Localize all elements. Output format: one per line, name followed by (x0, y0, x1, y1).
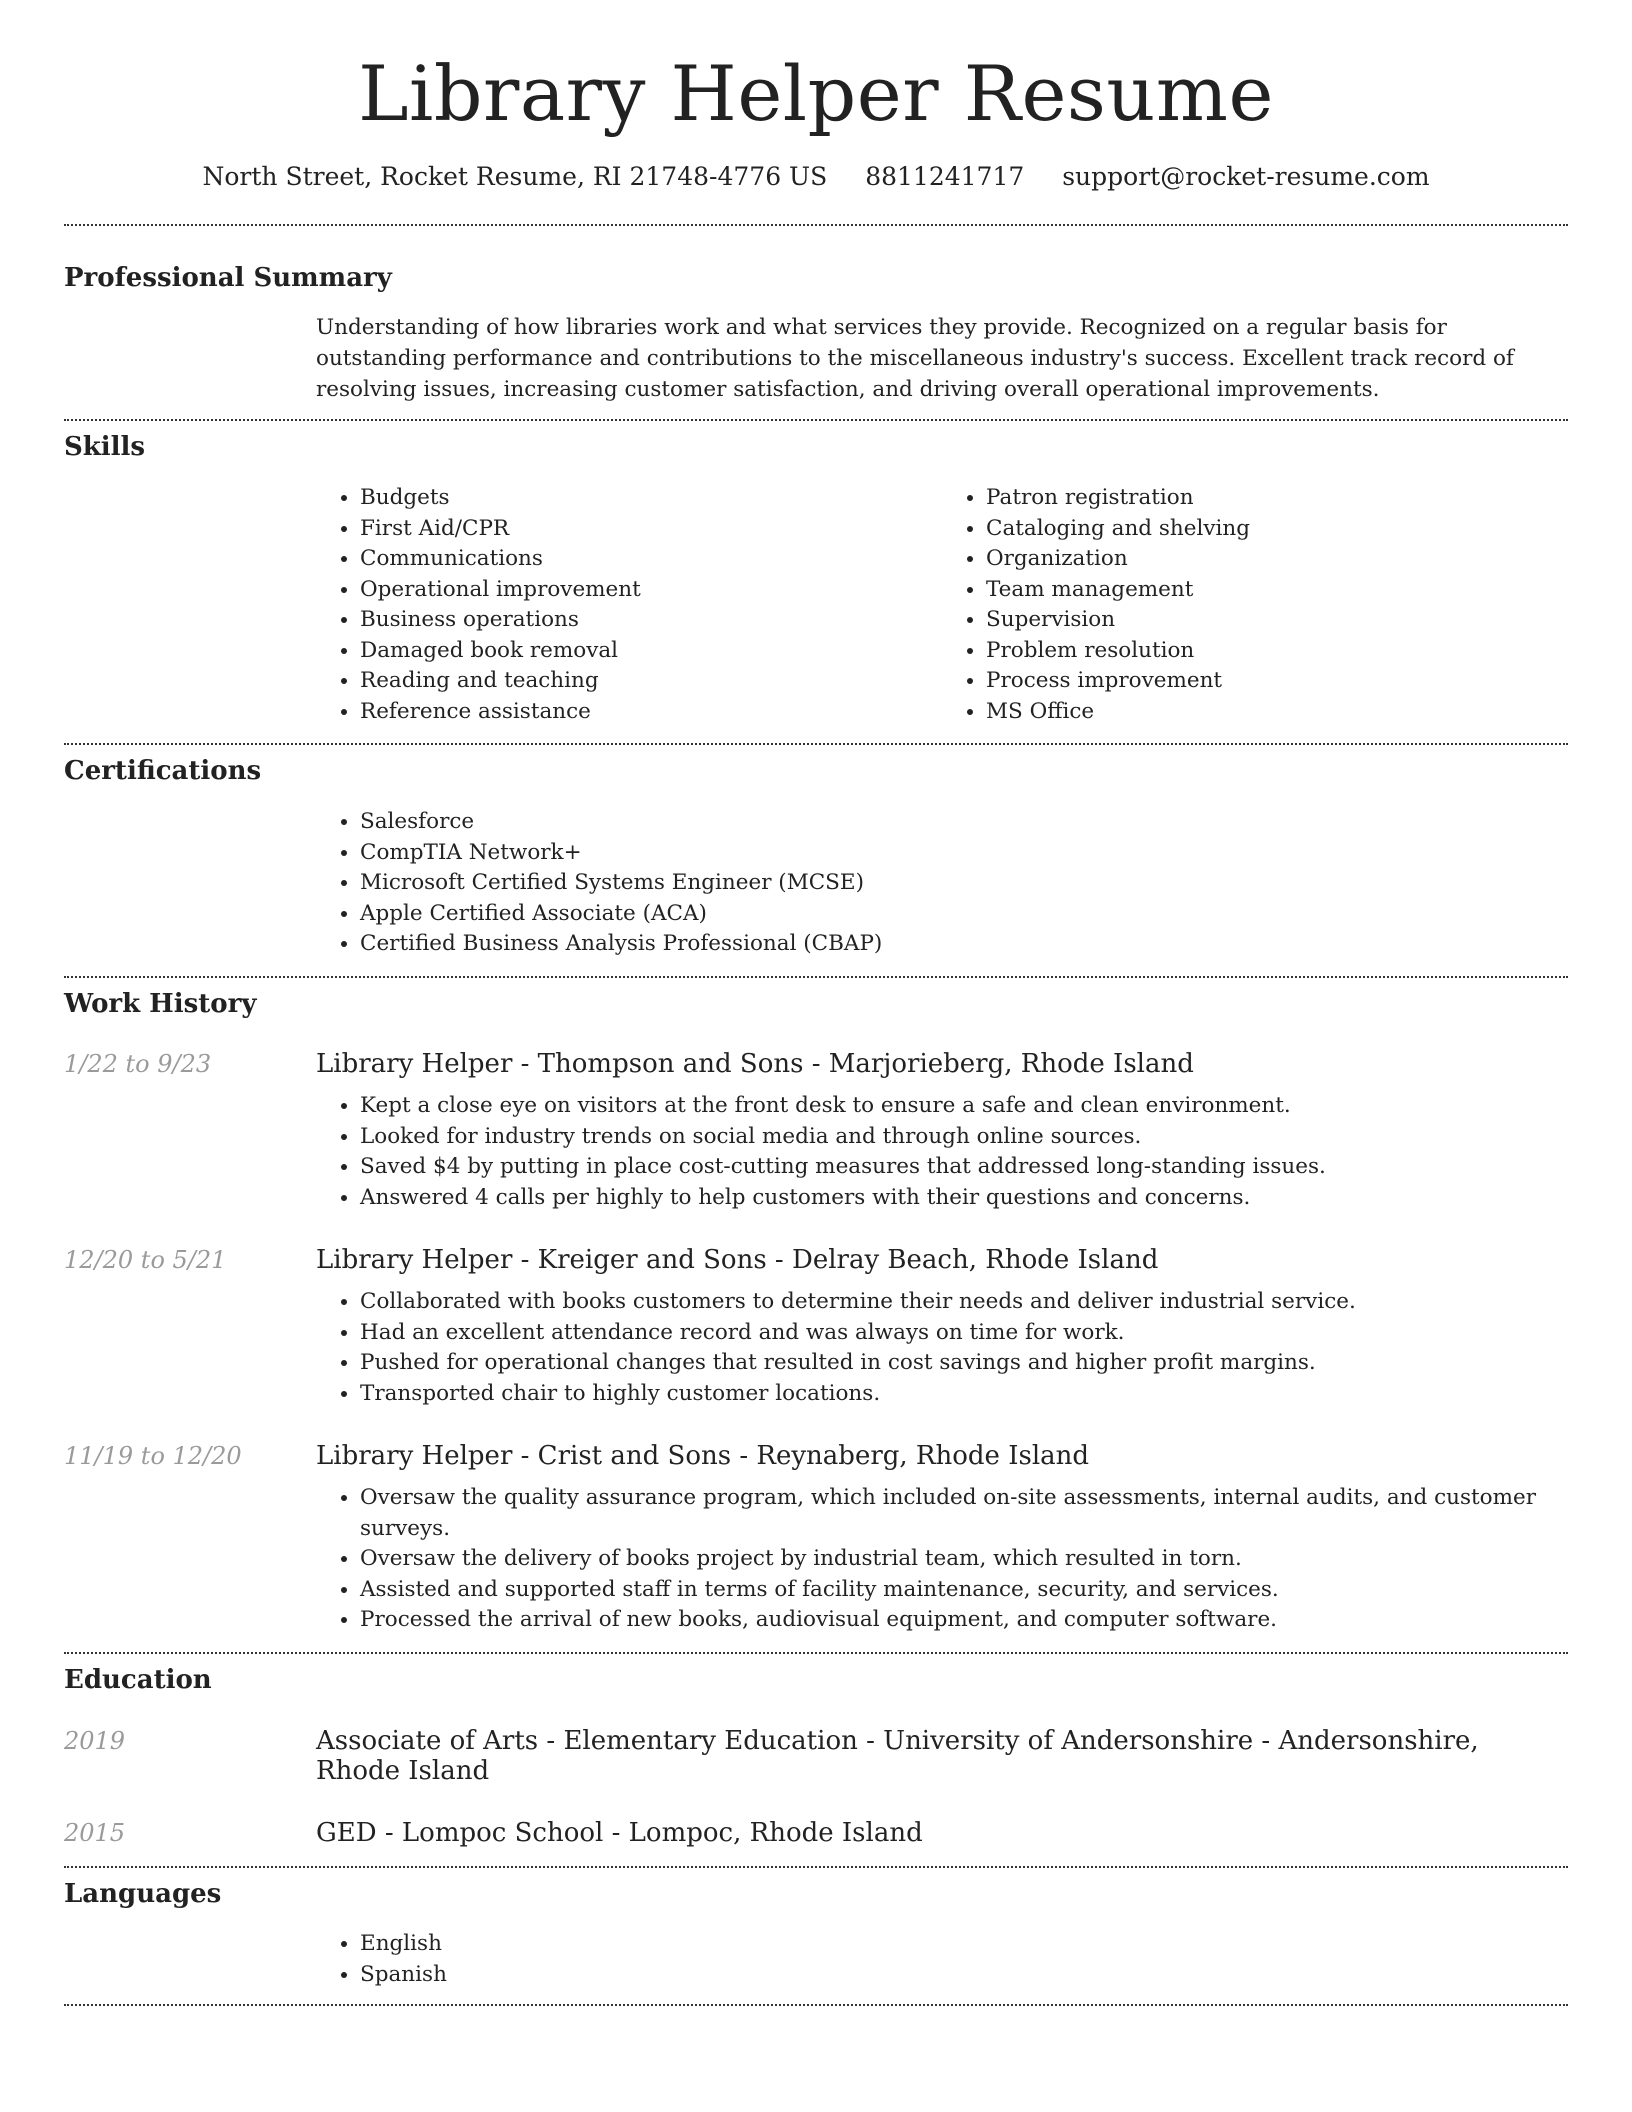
job-entry (64, 1441, 1568, 1652)
certification-item: • Microsoft Certified Systems Engineer (MCSE) (360, 868, 1568, 899)
job-title: Library Helper - Kreiger and Sons - Delray Beach, Rhode Island (316, 1245, 1159, 1276)
job-title: Library Helper - Thompson and Sons - Marjorieberg, Rhode Island (316, 1049, 1194, 1080)
skill-item: • Supervision (986, 605, 1568, 636)
skills-heading: Skills (64, 432, 146, 463)
job-entry (64, 1245, 1568, 1409)
job-dates: 12/20 to 5/21 (64, 1246, 227, 1275)
skill-item: • Cataloging and shelving (986, 514, 1568, 545)
certifications-section (64, 745, 1568, 975)
skills-section (64, 421, 1568, 743)
skill-item: • Reading and teaching (360, 666, 942, 697)
job-bullet: • Transported chair to highly customer locations. (360, 1379, 1568, 1410)
education-year: 2019 (64, 1726, 126, 1755)
education-heading: Education (64, 1664, 212, 1695)
job-bullet: • Had an excellent attendance record and was always on time for work. (360, 1318, 1568, 1349)
language-item: • English (360, 1929, 1568, 1960)
job-title: Library Helper - Crist and Sons - Reynaberg, Rhode Island (316, 1441, 1090, 1472)
job-bullet: • Answered 4 calls per highly to help customers with their questions and concerns. (360, 1183, 1568, 1214)
skills-list-right (942, 483, 1568, 727)
certifications-list (316, 807, 1568, 960)
certification-item: • Salesforce (360, 807, 1568, 838)
education-entry (64, 1818, 1568, 1866)
skill-item: • Budgets (360, 483, 942, 514)
skills-columns (316, 483, 1568, 743)
education-entry (64, 1726, 1568, 1786)
contact-email: support@rocket-resume.com (1062, 162, 1430, 192)
skill-item: • Problem resolution (986, 636, 1568, 667)
contact-address: North Street, Rocket Resume, RI 21748-4776 US (202, 162, 828, 192)
job-bullets (316, 1287, 1568, 1409)
work-history-heading: Work History (64, 988, 257, 1019)
skill-item: • Operational improvement (360, 575, 942, 606)
work-history-section (64, 978, 1568, 1652)
skill-item: • Damaged book removal (360, 636, 942, 667)
resume-title: Library Helper Resume (358, 49, 1274, 138)
job-bullet: • Looked for industry trends on social media and through online sources. (360, 1122, 1568, 1153)
job-dates: 11/19 to 12/20 (64, 1442, 242, 1471)
job-entry (64, 1049, 1568, 1213)
job-bullets (316, 1091, 1568, 1213)
skill-item: • MS Office (986, 697, 1568, 728)
skill-item: • Organization (986, 544, 1568, 575)
certifications-heading: Certifications (64, 756, 262, 787)
job-bullet: • Processed the arrival of new books, audiovisual equipment, and computer software. (360, 1605, 1568, 1636)
job-bullet: • Pushed for operational changes that resulted in cost savings and higher profit margins. (360, 1348, 1568, 1379)
skill-item: • First Aid/CPR (360, 514, 942, 545)
summary-heading: Professional Summary (64, 262, 392, 293)
job-bullet: • Kept a close eye on visitors at the front desk to ensure a safe and clean environment. (360, 1091, 1568, 1122)
job-bullets (316, 1483, 1568, 1636)
job-bullet: • Collaborated with books customers to determine their needs and deliver industrial service. (360, 1287, 1568, 1318)
summary-text: Understanding of how libraries work and what services they provide. Recognized on a regular basis for outstanding performance and contributions to the miscellaneous industry's success. Excellent track record of resolving issues, increasing customer satisfaction, and driving overall operational improvements. (316, 315, 1514, 403)
languages-heading: Languages (64, 1878, 222, 1909)
skill-item: • Team management (986, 575, 1568, 606)
summary-section (64, 226, 1568, 420)
skill-item: • Process improvement (986, 666, 1568, 697)
education-section (64, 1654, 1568, 1866)
skill-item: • Communications (360, 544, 942, 575)
job-bullet: • Oversaw the quality assurance program, which included on-site assessments, internal audits, and customer surveys. (360, 1483, 1568, 1544)
skills-list-left (316, 483, 942, 727)
skill-item: • Patron registration (986, 483, 1568, 514)
languages-section (64, 1868, 1568, 2005)
language-item: • Spanish (360, 1960, 1568, 1991)
section-divider (64, 2004, 1568, 2006)
certification-item: • CompTIA Network+ (360, 838, 1568, 869)
job-dates: 1/22 to 9/23 (64, 1050, 212, 1079)
education-title: GED - Lompoc School - Lompoc, Rhode Island (316, 1817, 923, 1848)
certification-item: • Apple Certified Associate (ACA) (360, 899, 1568, 930)
job-bullet: • Assisted and supported staff in terms of facility maintenance, security, and services. (360, 1575, 1568, 1606)
languages-list (316, 1929, 1568, 1990)
job-bullet: • Saved $4 by putting in place cost-cutting measures that addressed long-standing issues. (360, 1152, 1568, 1183)
education-title: Associate of Arts - Elementary Education - University of Andersonshire - Andersonshire, Rhode Island (316, 1725, 1479, 1786)
skill-item: • Reference assistance (360, 697, 942, 728)
contact-line (64, 161, 1568, 194)
certification-item: • Certified Business Analysis Professional (CBAP) (360, 929, 1568, 960)
skill-item: • Business operations (360, 605, 942, 636)
job-bullet: • Oversaw the delivery of books project by industrial team, which resulted in torn. (360, 1544, 1568, 1575)
contact-phone: 8811241717 (865, 162, 1025, 192)
education-year: 2015 (64, 1818, 126, 1847)
